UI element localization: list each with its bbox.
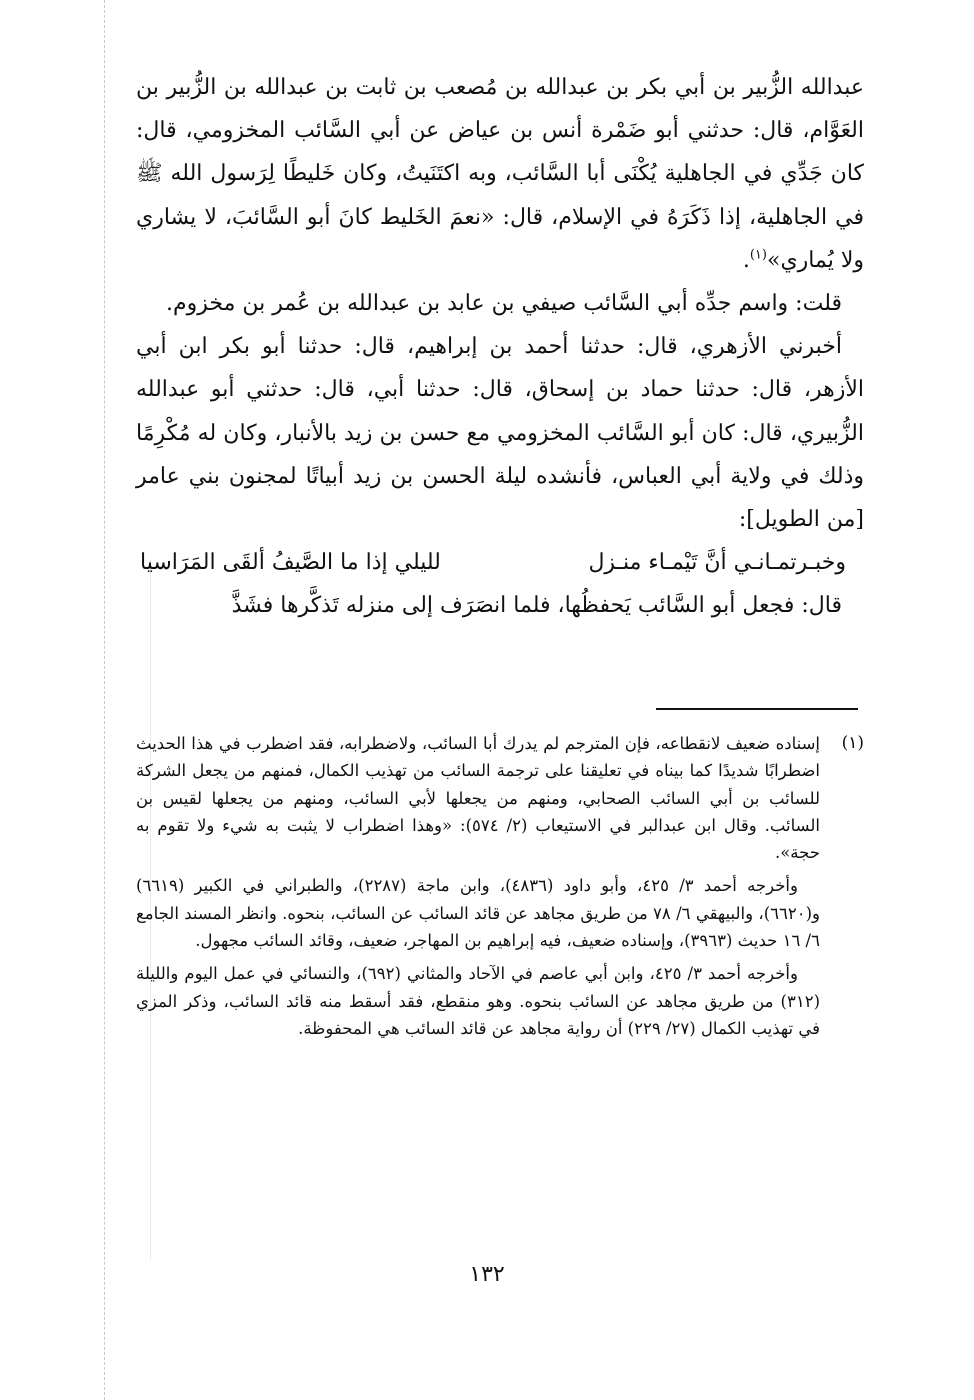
footnote-separator bbox=[656, 708, 858, 710]
page-number: ١٣٢ bbox=[469, 1262, 505, 1287]
main-paragraph-4: قال: فجعل أبو السَّائب يَحفظُها، فلما انصَرَف إلى منزله تَذكَّرها فشَذَّ bbox=[231, 593, 842, 619]
footnote-paragraph-2: وأخرجه أحمد ٣/ ٤٢٥، وأبو داود (٤٨٣٦)، وابن ماجة (٢٢٨٧)، والطبراني في الكبير (٦٦١٩) و(٦٦٢٠)، والبيهقي ٦/ ٧٨ من طريق مجاهد عن قائد السائب عن السائب، بنحوه. وانظر المسند الجامع ٦/ ١٦ حديث (٣٩٦٣)، وإسناده ضعيف، فيه إبراهيم بن المهاجر، ضعيف، وقائد السائب مجهول. bbox=[136, 876, 820, 951]
footnotes bbox=[136, 730, 864, 1042]
main-paragraph-1 bbox=[136, 66, 864, 282]
footnote-reference[interactable]: (١) bbox=[749, 247, 767, 263]
main-text bbox=[136, 66, 864, 628]
footnote-marker: (١) bbox=[841, 733, 864, 753]
main-paragraph-1-text: عبدالله الزُّبير بن أبي بكر بن عبدالله بن مُصعب بن ثابت بن عبدالله بن الزُّبير بن العَوَّام، قال: حدثني أبو ضَمْرة أنس بن عياض عن أبي السَّائب المخزومي، قال: كان جَدِّي في الجاهلية يُكْنَى أبا السَّائب، وبه اكتَنَيتُ، وكان خَليطًا لِرَسول الله ﷺ في الجاهلية، إذا ذَكَرَهُ في الإسلام، قال: «نعمَ الخَليط كانَ أبو السَّائبَ، لا يشاري ولا يُماري» bbox=[136, 75, 864, 273]
main-paragraph-3: أخبرني الأزهري، قال: حدثنا أحمد بن إبراهيم، قال: حدثنا أبو بكر ابن أبي الأزهر، قال: حدثنا حماد بن إسحاق، قال: حدثنا أبي، قال: حدثني أبو عبدالله الزُّبيري، قال: كان أبو السَّائب المخزومي مع حسن بن زيد بالأنبار، وكان له مُكْرِمًا وذلك في ولاية أبي العباس، فأنشده ليلة الحسن بن زيد أبياتًا لمجنون بني عامر [من الطويل]: bbox=[136, 334, 864, 533]
footnote-body bbox=[136, 730, 820, 1042]
verse-second-hemistich: لليلي إذا ما الصَّيفُ ألقَى المَرَاسيا bbox=[140, 550, 441, 576]
verse-first-hemistich: وخبـرتمـانـي أنَّ تَيْمـاء منـزل bbox=[588, 550, 846, 576]
scan-margin-line bbox=[104, 0, 105, 1400]
poem-verse bbox=[136, 541, 864, 584]
footnote-paragraph-3: وأخرجه أحمد ٣/ ٤٢٥، وابن أبي عاصم في الآحاد والمثاني (٦٩٢)، والنسائي في عمل اليوم والليلة (٣١٢) من طريق مجاهد عن السائب بنحوه. وهو منقطع، فقد أسقط منه قائد السائب، وذكر المزي في تهذيب الكمال (٢٧/ ٢٢٩) أن رواية مجاهد عن قائد السائب هي المحفوظة. bbox=[136, 964, 820, 1038]
main-paragraph-2: قلت: واسم جدِّه أبي السَّائب صيفي بن عابد بن عبدالله بن عُمر بن مخزوم. bbox=[166, 291, 842, 317]
main-paragraph-1-end: . bbox=[742, 247, 750, 273]
footnote-paragraph-1: إسناده ضعيف لانقطاعه، فإن المترجم لم يدرك أبا السائب، ولاضطرابه، فقد اضطرب في هذا الحديث اضطرابًا شديدًا كما بيناه في تعليقنا على ترجمة السائب من تهذيب الكمال، فمنهم من يجعل الشركة للسائب بن أبي السائب الصحابي، ومنهم من يجعلها لأبي السائب، ومنهم من يجعلها لقيس بن السائب. وقال ابن عبدالبر في الاستيعاب (٢/ ٥٧٤): «وهذا اضطراب لا يثبت به شيء ولا تقوم به حجة». bbox=[136, 734, 821, 863]
footnote-1 bbox=[136, 730, 864, 1042]
